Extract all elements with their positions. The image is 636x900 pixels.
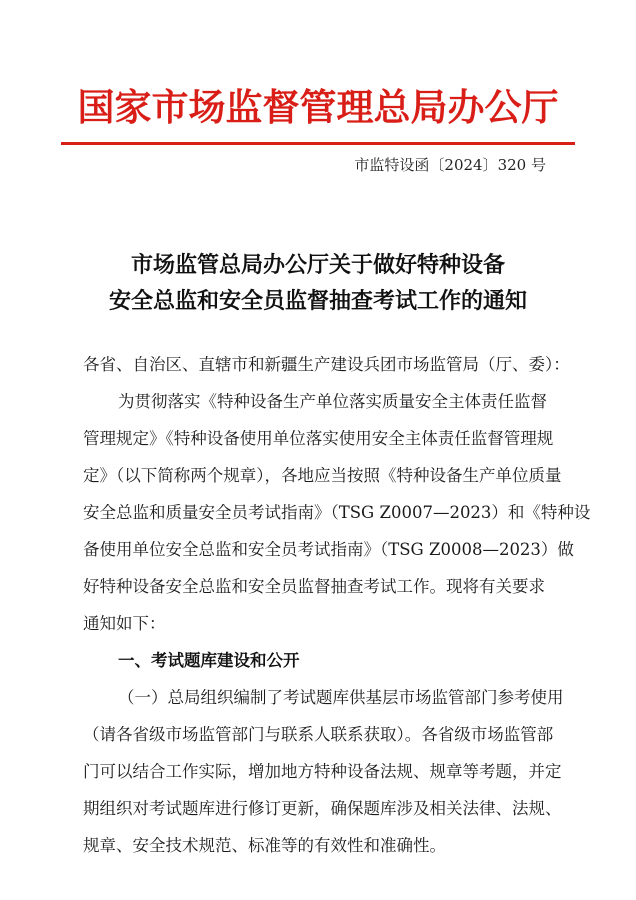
intro-line: 管理规定》《特种设备使用单位落实使用安全主体责任监督管理规 <box>83 429 554 448</box>
intro-line: 定》（以下简称两个规章），各地应当按照《特种设备生产单位质量 <box>83 466 562 485</box>
issuing-organization-header: 国家市场监督管理总局办公厅 <box>77 85 559 129</box>
intro-line: 为贯彻落实《特种设备生产单位落实质量安全主体责任监督 <box>118 392 547 411</box>
section-line: （一）总局组织编制了考试题库供基层市场监管部门参考使用 <box>118 688 564 707</box>
section-line: （请各省级市场监管部门与联系人联系获取）。各省级市场监管部 <box>83 725 554 744</box>
section-heading: 一、考试题库建设和公开 <box>118 651 300 670</box>
header-red-rule <box>61 142 575 145</box>
intro-line: 安全总监和质量安全员考试指南》（TSG Z0007—2023）和《特种设 <box>83 503 591 522</box>
section-line: 门可以结合工作实际，增加地方特种设备法规、规章等考题，并定 <box>83 762 562 781</box>
document-title-line-1: 市场监管总局办公厅关于做好特种设备 <box>130 252 505 278</box>
document-title-line-2: 安全总监和安全员监督抽查考试工作的通知 <box>108 288 527 314</box>
section-line: 规章、安全技术规范、标准等的有效性和准确性。 <box>83 836 446 855</box>
intro-line: 备使用单位安全总监和安全员考试指南》（TSG Z0008—2023）做 <box>83 540 574 559</box>
intro-line: 好特种设备安全总监和安全员监督抽查考试工作。现将有关要求 <box>83 577 545 596</box>
intro-line: 通知如下： <box>83 614 166 633</box>
document-number: 市监特设函〔2024〕320 号 <box>354 156 546 174</box>
section-line: 期组织对考试题库进行修订更新，确保题库涉及相关法律、法规、 <box>83 799 562 818</box>
addressee-line: 各省、自治区、直辖市和新疆生产建设兵团市场监管局（厅、委）： <box>83 355 570 374</box>
